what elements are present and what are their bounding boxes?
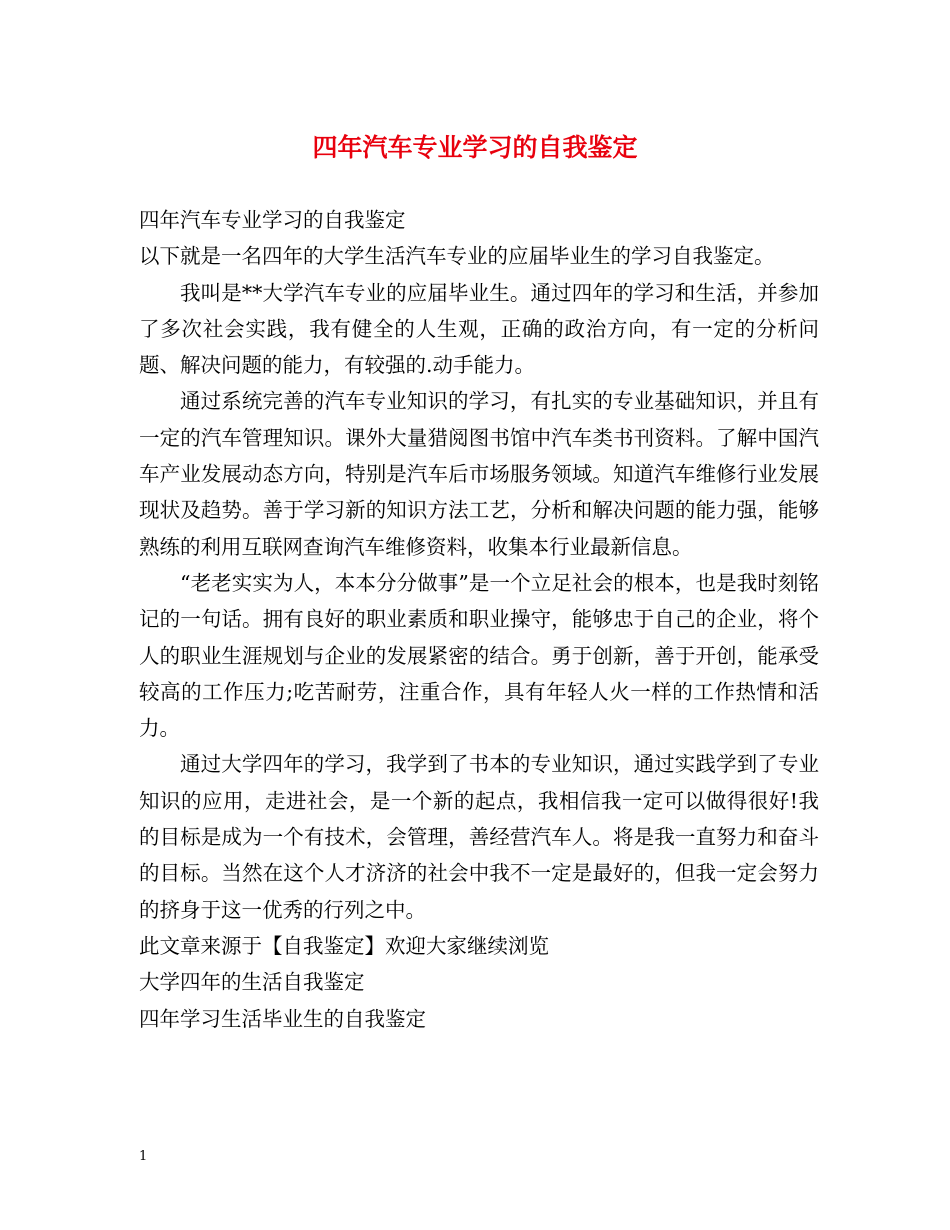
related-link-2[interactable]: 四年学习生活毕业生的自我鉴定 xyxy=(139,1006,426,1031)
heading-line: 四年汽车专业学习的自我鉴定 xyxy=(139,208,406,232)
document-title: 四年汽车专业学习的自我鉴定 xyxy=(312,133,638,162)
source-line: 此文章来源于【自我鉴定】欢迎大家继续浏览 xyxy=(139,933,549,958)
page-number: 1 xyxy=(139,1149,148,1164)
paragraph-3: “老老实实为人，本本分分做事”是一个立足社会的根本，也是我时刻铭记的一句话。拥有良好的职业素质和职业操守，能够忠于自己的企业，将个人的职业生涯规划与企业的发展紧密的结合。勇于创新，善于开创，能承受较高的工作压力;吃苦耐劳，注重合作，具有年轻人火一样的工作热情和活力。 xyxy=(139,570,819,741)
paragraph-2: 通过系统完善的汽车专业知识的学习，有扎实的专业基础知识，并且有一定的汽车管理知识。课外大量猎阅图书馆中汽车类书刊资料。了解中国汽车产业发展动态方向，特别是汽车后市场服务领域。知道汽车维修行业发展现状及趋势。善于学习新的知识方法工艺，分析和解决问题的能力强，能够熟练的利用互联网查询汽车维修资料，收集本行业最新信息。 xyxy=(139,389,819,559)
document-body xyxy=(139,202,819,1037)
related-link-1[interactable]: 大学四年的生活自我鉴定 xyxy=(139,970,365,995)
paragraph-4: 通过大学四年的学习，我学到了书本的专业知识，通过实践学到了专业知识的应用，走进社会，是一个新的起点，我相信我一定可以做得很好!我的目标是成为一个有技术，会管理，善经营汽车人。将是我一直努力和奋斗的目标。当然在这个人才济济的社会中我不一定是最好的，但我一定会努力的挤身于这一优秀的行列之中。 xyxy=(139,752,819,922)
paragraph-1: 我叫是**大学汽车专业的应届毕业生。通过四年的学习和生活，并参加了多次社会实践，我有健全的人生观，正确的政治方向，有一定的分析问题、解决问题的能力，有较强的.动手能力。 xyxy=(139,280,819,378)
intro-line: 以下就是一名四年的大学生活汽车专业的应届毕业生的学习自我鉴定。 xyxy=(139,244,775,269)
